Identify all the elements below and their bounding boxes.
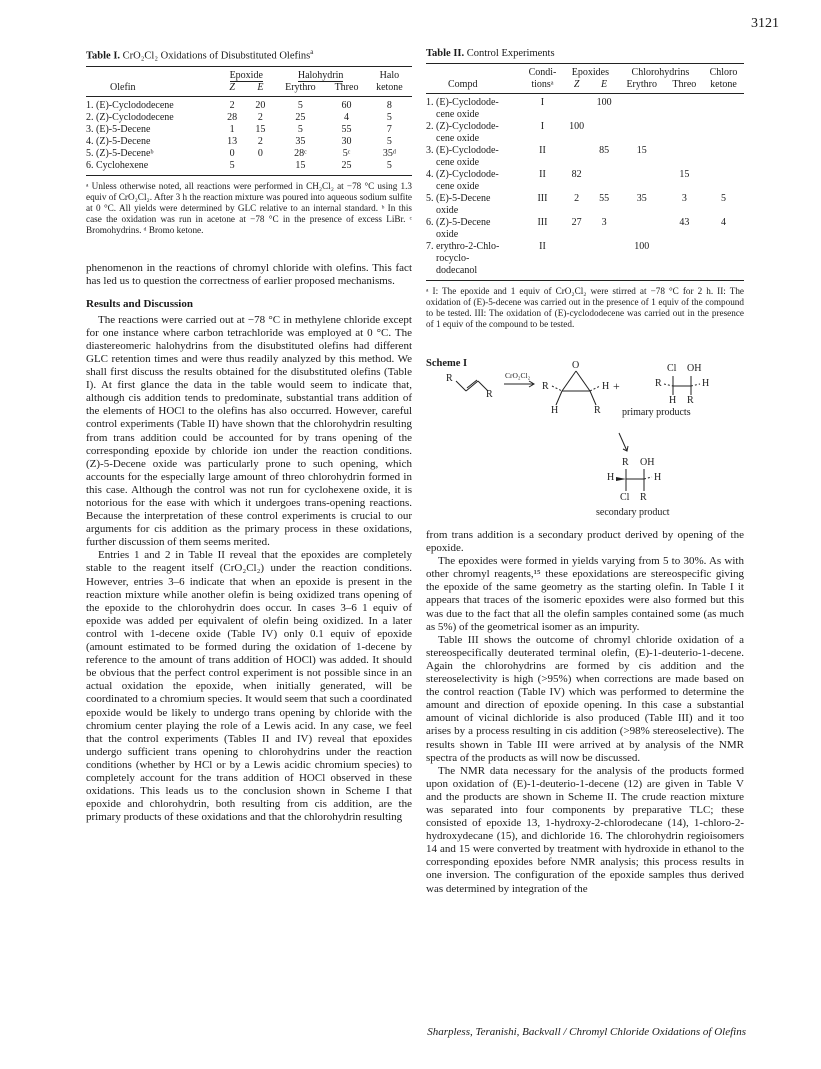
t2-cell-e: 100	[596, 97, 612, 108]
right-column	[426, 48, 744, 896]
t2-cell-compd2: cene oxide	[436, 157, 480, 168]
table2-row	[426, 94, 744, 122]
t1-cell-threo: 25	[326, 160, 367, 176]
t2-head-cond1: Condi-	[522, 64, 563, 80]
t2-cell-cond: II	[539, 169, 546, 180]
scheme-ch-cl: Cl	[667, 363, 677, 374]
t2-cell-threo	[666, 121, 703, 145]
table1-row	[86, 124, 412, 136]
t2-cell-cond: I	[540, 121, 545, 132]
scheme-title: Scheme I	[426, 358, 468, 369]
t1-cell-threo: 55	[341, 123, 352, 135]
t1-cell-halo: 5	[386, 111, 392, 123]
t2-cell-compd: 6. (Z)-5-Decene	[426, 217, 491, 228]
t2-cell-threo: 3	[681, 193, 687, 204]
t2-cell-chloro	[703, 145, 744, 169]
t2-cell-cond: II	[539, 145, 546, 156]
right-para-2: Table III shows the outcome of chromyl chloride oxidation of a stereospecifically deuterated terminal olefin, (E)-1-deuterio-1-decene. Again the chlorohydrins are formed by cis addition and the stereoselectivity is high (>95%) when corrections are made based on the control reaction (Table IV) which was performed to determine the amount and direction of epoxide opening. In this case a substantial amount of vicinal dichloride is also produced (Table III) and it too arises by a process resulting in cis addition (>98% stereoselective). The results shown in Table III were arrived at by analysis of the NMR spectra of the products as will now be discussed.	[426, 633, 744, 764]
t2-cell-compd	[426, 169, 522, 193]
t2-cell-e: 3	[601, 217, 607, 228]
right-para-3: The NMR data necessary for the analysis of the products formed upon oxidation of (E)-1-deuterio-1-decene (12) are given in Table V and the products are shown in Scheme II. The crude reaction mixture was separated into four components by preparative TLC; these consisted of epoxide 13, 1-hydroxy-2-chlorodecane (14), 1-chloro-2-hydroxydecane (15), and dichloride 16. The chlorohydrin regioisomers 14 and 15 were converted by treatment with hydroxide in ethanol to the corresponding epoxides before NMR analysis; this process results in one inversion. The configuration of the epoxide samples thus derived was determined by integration of the	[426, 764, 744, 895]
t2-cell-e	[590, 121, 617, 145]
t2-cell-compd: 5. (E)-5-Decene	[426, 193, 491, 204]
t1-cell-threo: 4	[344, 111, 350, 123]
t2-cell-erythro	[618, 121, 666, 145]
t2-head-z: Z	[563, 79, 590, 94]
t2-cell-compd	[426, 217, 522, 241]
table1-row	[86, 96, 412, 112]
t2-cell-compd	[426, 193, 522, 217]
t2-cell-compd2: cene oxide	[436, 109, 480, 120]
t2-cell-z: 27	[571, 217, 582, 228]
t1-cell-e: 2	[257, 111, 263, 123]
running-footer: Sharpless, Teranishi, Backvall / Chromyl Chloride Oxidations of Olefins	[427, 1026, 746, 1038]
t2-cell-threo	[666, 145, 703, 169]
t2-cell-threo	[666, 94, 703, 122]
table2-row	[426, 145, 744, 169]
t2-head-chloro: Chloro	[703, 64, 744, 80]
table2-label: Table II.	[426, 48, 465, 59]
scheme-ch-r2: R	[687, 395, 694, 406]
t2-cell-e: 85	[599, 145, 610, 156]
table1-label: Table I.	[86, 50, 121, 62]
t1-head-erythro: Erythro	[275, 82, 327, 97]
t2-cell-compd: 3. (E)-Cyclodode-	[426, 145, 499, 156]
table2-row	[426, 193, 744, 217]
t1-cell-olefin: 5. (Z)-5-Deceneᵇ	[86, 147, 154, 159]
t1-cell-halo: 35ᵈ	[382, 147, 396, 159]
t2-cell-compd: 4. (Z)-Cyclodode-	[426, 169, 499, 180]
table2-caption	[426, 48, 744, 59]
scheme-primary-label: primary products	[622, 407, 691, 418]
page-number: 3121	[751, 16, 779, 31]
t2-cell-compd3: dodecanol	[436, 265, 478, 276]
t2-cell-chloro	[703, 94, 744, 122]
t2-cell-erythro	[618, 94, 666, 122]
t1-head-e: E	[246, 82, 274, 97]
left-para-2: Entries 1 and 2 in Table II reveal that the epoxides are completely stable to the reagent itself (CrO₂Cl₂) under the reaction conditions. However, entries 3–6 indicate that when an epoxide is present in the reaction mixture while another olefin is being oxidized trans opening of the epoxide to the chlorohydrin does occur. In cases 3–6 1 equiv of epoxide was added per equivalent of olefin being oxidized. In a later control with 1-decene oxide (Table IV) only 0.1 equiv of epoxide (amount estimated to be formed during the oxidation of 1-decene by reference to the amount of trans addition of HOCl) was added. It should be obvious that the perfect control experiment is not possible since in an actual oxidation the epoxide, when initially generated, will be coordinated to a chromium species. It would seem that such a coordinated epoxide would be likely to undergo trans opening by chloride with the chromium center playing the role of a Lewis acid. In any case, we feel that the control experiments (Tables II and IV) reveal that epoxides undergo sufficient trans opening to chlorohydrins under the reaction conditions (whether by HCl or by a Lewis acidic chromium species) to completely account for the trans addition of HOCl observed in these oxidations. This leads us to the conclusion shown in Scheme I that epoxide and chlorohydrin, both resulting from cis addition, are the primary products of these oxidations and that the chlorohydrin resulting	[86, 549, 412, 824]
t1-cell-z: 5	[218, 160, 246, 176]
t2-cell-chloro	[703, 121, 744, 145]
t1-cell-erythro: 28ᶜ	[294, 147, 307, 159]
scheme-r1: R	[446, 373, 453, 384]
t1-cell-e: 15	[255, 123, 266, 135]
t1-cell-threo: 60	[341, 99, 352, 111]
table2-row	[426, 217, 744, 241]
table1-title-mark: a	[310, 48, 314, 56]
table1-footnote: ᵃ Unless otherwise noted, all reactions were performed in CH₂Cl₂ at −78 °C using 1.3 equiv of CrO₂Cl₂. After 3 h the reaction mixture was poured into aqueous sodium sulfite at 0 °C. All yields were determined by GLC relative to an internal standard. ᵇ In this case the oxidation was run in acetone at −78 °C in the presence of excess LiBr. ᶜ Bromohydrins. ᵈ Bromo ketone.	[86, 180, 412, 235]
t2-cell-cond: II	[522, 241, 563, 281]
t2-cell-compd2: oxide	[436, 229, 459, 240]
t1-cell-olefin: 1. (E)-Cyclododecene	[86, 99, 174, 111]
t1-head-epoxide: Epoxide	[229, 69, 263, 81]
t1-cell-threo: 30	[341, 135, 352, 147]
t1-cell-z: 13	[227, 135, 238, 147]
t1-cell-erythro: 35	[295, 135, 306, 147]
t2-head-e: E	[590, 79, 617, 94]
t2-head-cond2: tionsᵃ	[522, 79, 563, 94]
t2-cell-compd2: oxide	[436, 205, 459, 216]
t2-cell-compd2: rocyclo-	[436, 253, 470, 264]
t1-cell-erythro: 5	[297, 99, 303, 111]
scheme-ch-h2: H	[669, 395, 677, 406]
scheme-sec-h2: H	[654, 472, 662, 483]
t2-cell-z: 82	[571, 169, 582, 180]
t1-head-ketone: ketone	[367, 82, 412, 97]
t1-cell-threo: 5ᶜ	[342, 147, 351, 159]
t1-cell-z: 0	[229, 147, 235, 159]
t2-cell-compd: 7. erythro-2-Chlo-	[426, 241, 500, 252]
t2-cell-compd	[426, 94, 522, 122]
table2-footnote: ᵃ I: The epoxide and 1 equiv of CrO₂Cl₂ were stirred at −78 °C for 2 h. II: The oxidation of (E)-5-decene was carried out in the presence of 1 equiv of the compound to be tested. III: The oxidation of (E)-cyclododecene was carried out in the presence of 1 equiv of the compound to be tested.	[426, 286, 744, 329]
t1-cell-halo: 8	[386, 99, 392, 111]
t1-head-threo: Threo	[326, 82, 367, 97]
scheme-epox-h: H	[602, 381, 610, 392]
t1-cell-olefin: 3. (E)-5-Decene	[86, 123, 151, 135]
t2-cell-erythro: 35	[636, 193, 647, 204]
t1-cell-olefin: 6. Cyclohexene	[86, 160, 218, 176]
t2-cell-chloro: 4	[721, 217, 726, 228]
table1-row	[86, 112, 412, 124]
table2	[426, 63, 744, 281]
left-para-1: The reactions were carried out at −78 °C in methylene chloride except for one instance where carbon tetrachloride was employed at 0 °C. The diastereomeric halohydrins from the disubstituted olefins had different GLC retention times and were thus readily analyzed by this method. We shall first discuss the results obtained for the disubstituted olefins (Table I). At first glance the data in the table would seem to indicate that, although cis addition tends to predominate, substantial trans addition of the elements of HOCl to the olefins has also occurred. However, careful control experiments (Table II) have shown that the chlorohydrin resulting from trans addition could be accounted for by trans opening of the corresponding epoxide by chloride ion under the reaction conditions. (Z)-5-Decene oxide was particularly prone to such opening, which accounts for the especially large amount of threo chlorohydrin formed in this case. Although the control was not run for cyclohexene oxide, it is notorious for the ease with which it undergoes trans-opening reactions. Because the interpretation of these control experiments is crucial to our arguments for cis addition as the primary process in these oxidations, further discussion of them seems merited.	[86, 313, 412, 549]
table1-caption	[86, 48, 412, 62]
t2-head-erythro: Erythro	[618, 79, 666, 94]
t1-head-halohydrin: Halohydrin	[297, 69, 344, 81]
t2-cell-compd: 1. (E)-Cyclodode-	[426, 97, 499, 108]
t2-head-epoxides: Epoxides	[563, 64, 618, 80]
scheme-ch-r: R	[655, 378, 662, 389]
t1-cell-erythro: 25	[295, 111, 306, 123]
left-para-0: phenomenon in the reactions of chromyl chloride with olefins. This fact has led us to question the correctness of earlier proposed mechanisms.	[86, 261, 412, 287]
scheme-reagent: CrO₂Cl₂	[505, 371, 531, 380]
t2-cell-z	[563, 145, 590, 169]
t1-cell-z: 28	[227, 111, 238, 123]
t2-head-threo: Threo	[666, 79, 703, 94]
t2-cell-chloro: 5	[721, 193, 726, 204]
table1-row	[86, 160, 412, 176]
t2-cell-cond: III	[537, 217, 548, 228]
scheme-secondary-label: secondary product	[596, 507, 670, 518]
t2-cell-erythro: 100	[618, 241, 666, 281]
t2-cell-compd2: cene oxide	[436, 133, 480, 144]
scheme-sec-r2: R	[640, 492, 647, 503]
t1-cell-olefin: 4. (Z)-5-Decene	[86, 135, 151, 147]
t2-cell-threo	[666, 241, 703, 281]
scheme-sec-h: H	[607, 472, 615, 483]
table1-row	[86, 148, 412, 160]
t2-cell-z	[563, 94, 590, 122]
t2-cell-z	[563, 241, 590, 281]
t2-cell-erythro: 15	[636, 145, 647, 156]
scheme-ch-h: H	[702, 378, 710, 389]
t1-cell-erythro: 5	[297, 123, 303, 135]
scheme-drawing	[426, 369, 744, 521]
table1	[86, 66, 412, 176]
t2-cell-z: 2	[574, 193, 580, 204]
t2-cell-erythro	[618, 217, 666, 241]
right-para-1: The epoxides were formed in yields varying from 5 to 30%. As with other chromyl reagents,¹⁵ these epoxidations are stereospecific giving the epoxide of the same geometry as the starting olefin. In Table I it appears that traces of the isomeric epoxides were also formed but this was due to the fact that all the olefin samples contained some (as much as 5%) of the geometrical isomer as an impurity.	[426, 555, 744, 633]
table2-title: Control Experiments	[466, 48, 555, 59]
t1-cell-e	[246, 160, 274, 176]
table2-row	[426, 241, 744, 281]
scheme-plus: +	[613, 379, 620, 393]
t1-cell-z: 2	[229, 99, 235, 111]
scheme-epox-r: R	[542, 381, 549, 392]
t2-head-chlorohydrins: Chlorohydrins	[618, 64, 703, 80]
t2-cell-compd: 2. (Z)-Cyclodode-	[426, 121, 499, 132]
scheme-sec-r: R	[622, 457, 629, 468]
t1-head-halo: Halo	[367, 66, 412, 82]
t2-cell-threo: 43	[679, 217, 690, 228]
t2-head-compd: Compd	[426, 79, 522, 94]
t1-head-olefin: Olefin	[86, 82, 218, 97]
t2-cell-chloro	[703, 169, 744, 193]
table2-row	[426, 121, 744, 145]
scheme-epox-o: O	[572, 360, 580, 371]
t1-head-z: Z	[218, 82, 246, 97]
t2-cell-e: 55	[599, 193, 610, 204]
t2-cell-compd	[426, 241, 522, 281]
t2-cell-compd	[426, 145, 522, 169]
scheme-epox-h2: H	[551, 405, 559, 416]
t1-cell-halo: 7	[386, 123, 392, 135]
table1-title: CrO₂Cl₂ Oxidations of Disubstituted Olefins	[122, 50, 311, 62]
wedge-bond	[616, 477, 626, 481]
scheme-ch-oh: OH	[687, 363, 702, 374]
t2-cell-cond: I	[540, 97, 545, 108]
t1-cell-halo: 5	[386, 135, 392, 147]
t2-cell-compd	[426, 121, 522, 145]
t2-cell-threo: 15	[679, 169, 690, 180]
t1-cell-e: 20	[255, 99, 266, 111]
t2-cell-erythro	[618, 169, 666, 193]
t1-cell-z: 1	[229, 123, 235, 135]
table1-row	[86, 136, 412, 148]
t1-cell-halo: 5	[367, 160, 412, 176]
t2-cell-z: 100	[569, 121, 585, 132]
t2-head-ketone: ketone	[703, 79, 744, 94]
t1-cell-e: 0	[257, 147, 263, 159]
t2-cell-e	[590, 169, 617, 193]
section-heading: Results and Discussion	[86, 297, 193, 310]
scheme-r2: R	[486, 389, 493, 400]
right-para-0: from trans addition is a secondary product derived by opening of the epoxide.	[426, 529, 744, 555]
table2-row	[426, 169, 744, 193]
scheme-epox-r2: R	[594, 405, 601, 416]
t2-cell-compd2: cene oxide	[436, 181, 480, 192]
t2-cell-chloro	[703, 241, 744, 281]
t2-cell-cond: III	[537, 193, 548, 204]
t1-cell-erythro: 15	[275, 160, 327, 176]
t1-cell-olefin: 2. (Z)-Cyclododecene	[86, 111, 174, 123]
t1-cell-e: 2	[257, 135, 263, 147]
left-column	[86, 48, 412, 824]
scheme-sec-cl: Cl	[620, 492, 630, 503]
t2-cell-e	[590, 241, 617, 281]
scheme-sec-oh: OH	[640, 457, 655, 468]
